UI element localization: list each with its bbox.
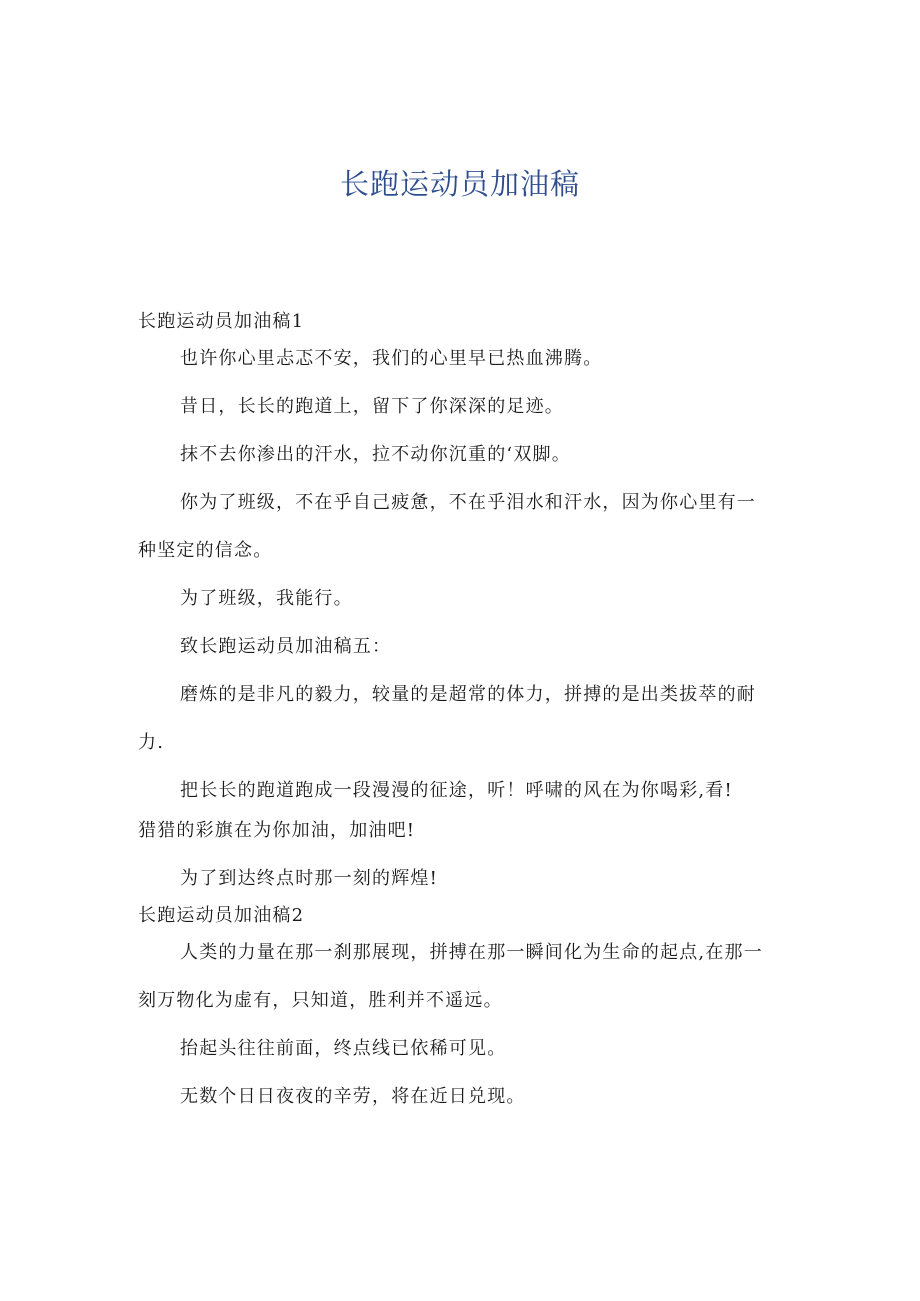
paragraph-line: 人类的力量在那一刹那展现，拼搏在那一瞬间化为生命的起点,在那一 [180,942,763,963]
section-heading-1: 长跑运动员加油稿1 [138,311,305,332]
section-heading-2: 长跑运动员加油稿2 [138,905,305,926]
document-title: 长跑运动员加油稿 [339,167,580,201]
paragraph-line: 也许你心里忐忑不安，我们的心里早已热血沸腾。 [180,348,603,369]
paragraph-line: 磨炼的是非凡的毅力，较量的是超常的体力，拼搏的是出类拔萃的耐 [180,684,756,705]
paragraph-line-continued: 力. [138,732,165,753]
paragraph-line-continued: 刻万物化为虚有，只知道，胜利并不遥远。 [138,990,503,1011]
paragraph-line: 为了班级，我能行。 [180,588,353,609]
paragraph-line: 无数个日日夜夜的辛劳，将在近日兑现。 [180,1086,526,1107]
paragraph-line: 为了到达终点时那一刻的辉煌! [180,868,439,889]
paragraph-line: 把长长的跑道跑成一段漫漫的征途，听！呼啸的风在为你喝彩,看! [180,780,733,801]
paragraph-line: 抹不去你渗出的汗水，拉不动你沉重的‘双脚。 [180,444,571,465]
paragraph-line: 昔日，长长的跑道上，留下了你深深的足迹。 [180,396,564,417]
paragraph-line-continued: 种坚定的信念。 [138,540,273,561]
paragraph-line-continued: 猎猎的彩旗在为你加油，加油吧! [138,820,416,841]
paragraph-line: 致长跑运动员加油稿五： [180,636,392,657]
paragraph-line: 抬起头往往前面，终点线已依稀可见。 [180,1038,507,1059]
paragraph-line: 你为了班级，不在乎自己疲惫，不在乎泪水和汗水，因为你心里有一 [180,492,756,513]
document-body [138,311,788,1134]
